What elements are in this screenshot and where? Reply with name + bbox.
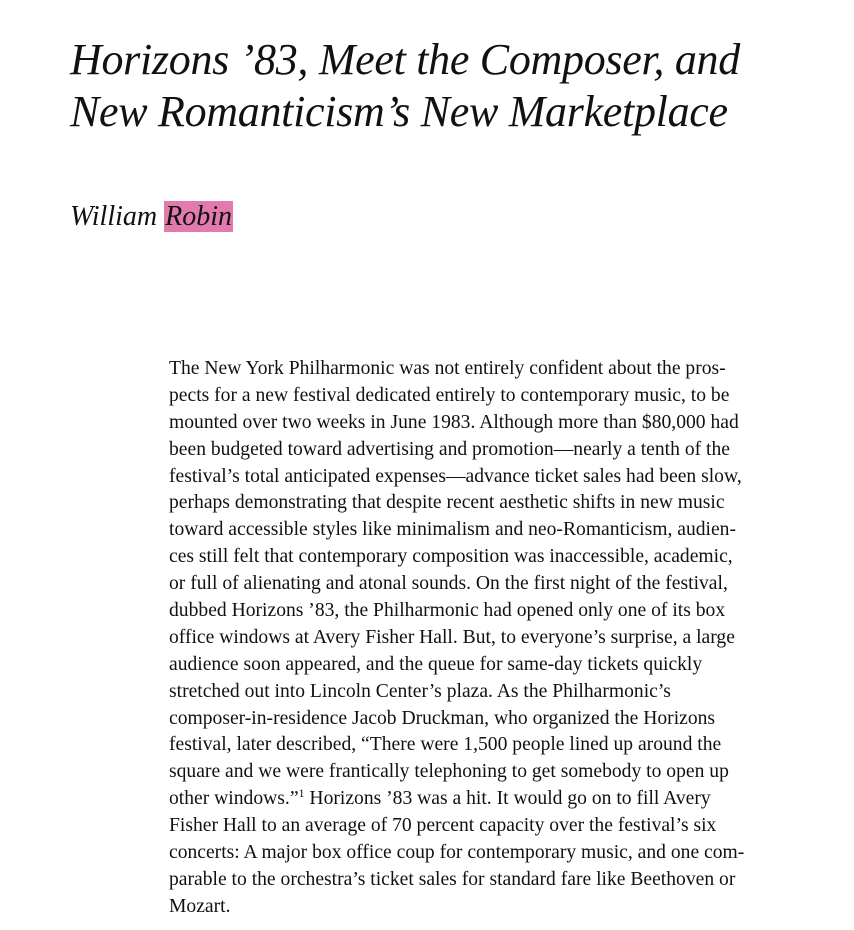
body-line: composer-in-residence Jacob Druckman, who organized the Horizons xyxy=(169,707,716,729)
body-line: audience soon appeared, and the queue for same-day tickets quickly xyxy=(169,653,703,675)
body-line: perhaps demonstrating that despite recent aesthetic shifts in new music xyxy=(169,492,725,514)
body-line-fragment: Horizons ’83 was a hit. It would go on to fill Avery xyxy=(304,788,711,810)
author-last-name-highlighted[interactable]: Robin xyxy=(165,201,233,232)
body-line: dubbed Horizons ’83, the Philharmonic had opened only one of its box xyxy=(169,600,726,622)
body-line: Mozart. xyxy=(169,895,231,917)
author-first-name: William xyxy=(70,201,158,232)
body-line: Fisher Hall to an average of 70 percent capacity over the festival’s six xyxy=(169,815,717,837)
article-body xyxy=(169,356,839,921)
body-line: parable to the orchestra’s ticket sales for standard fare like Beethoven or xyxy=(169,868,736,890)
body-line: been budgeted toward advertising and promotion—nearly a tenth of the xyxy=(169,438,730,460)
body-line: pects for a new festival dedicated entirely to contemporary music, to be xyxy=(169,384,730,406)
body-line: stretched out into Lincoln Center’s plaza. As the Philharmonic’s xyxy=(169,680,671,702)
article-title-line-2: New Romanticism’s New Marketplace xyxy=(70,87,728,136)
body-line: concerts: A major box office coup for contemporary music, and one com- xyxy=(169,842,745,864)
body-line: toward accessible styles like minimalism and neo-Romanticism, audien- xyxy=(169,519,736,541)
body-line: festival, later described, “There were 1,500 people lined up around the xyxy=(169,734,722,756)
body-line: ces still felt that contemporary composition was inaccessible, academic, xyxy=(169,546,733,568)
article-title xyxy=(70,34,840,138)
body-line: festival’s total anticipated expenses—advance ticket sales had been slow, xyxy=(169,465,742,487)
article-title-line-1: Horizons ’83, Meet the Composer, and xyxy=(70,35,740,84)
body-line-fragment: other windows.” xyxy=(169,788,299,810)
body-line: or full of alienating and atonal sounds. On the first night of the festival, xyxy=(169,573,728,595)
body-line: The New York Philharmonic was not entirely confident about the pros- xyxy=(169,358,726,379)
body-line: mounted over two weeks in June 1983. Although more than $80,000 had xyxy=(169,411,739,433)
body-line: square and we were frantically telephoning to get somebody to open up xyxy=(169,761,729,783)
body-line-with-footnote xyxy=(169,786,839,813)
body-line: office windows at Avery Fisher Hall. But, to everyone’s surprise, a large xyxy=(169,626,735,648)
author-name xyxy=(70,200,233,234)
footnote-marker[interactable]: 1 xyxy=(298,786,305,801)
